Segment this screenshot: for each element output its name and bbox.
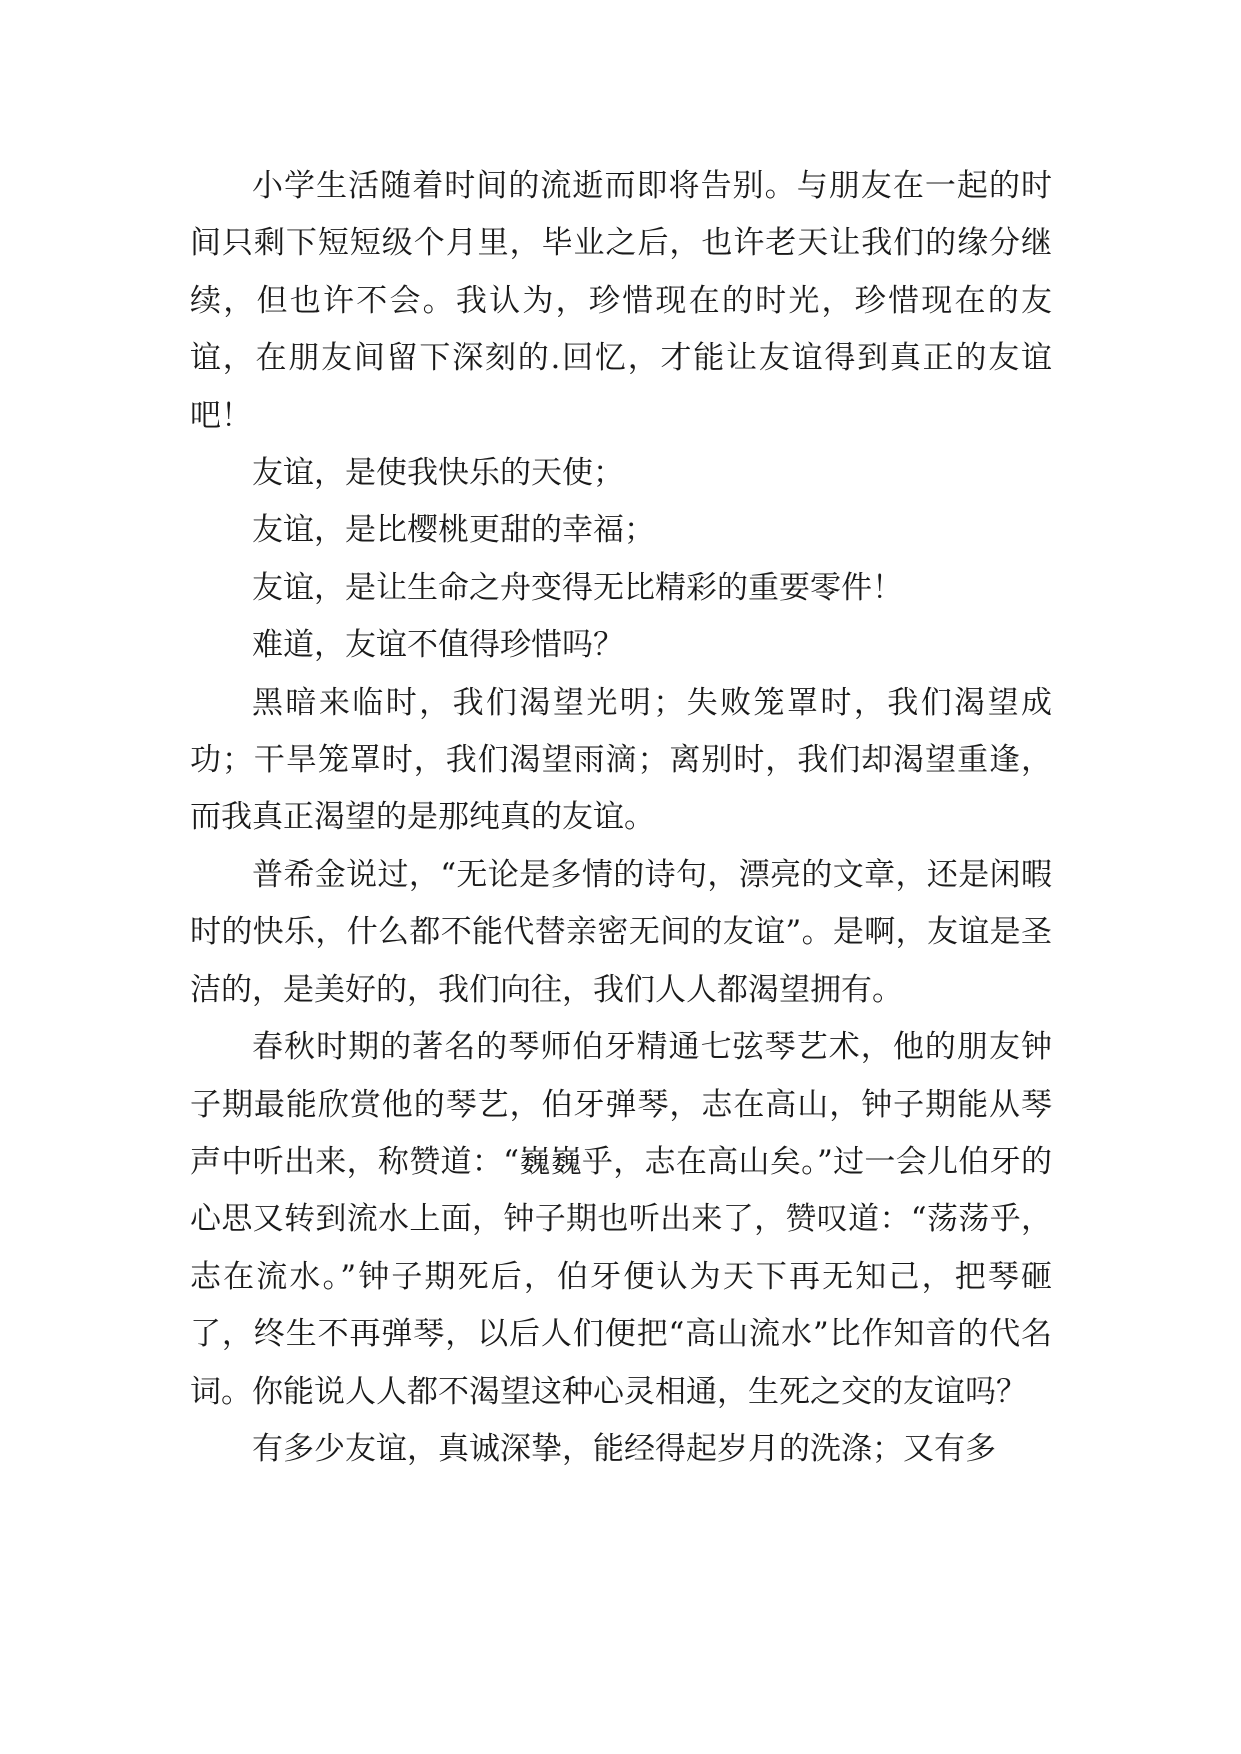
paragraph-angel: 友谊，是使我快乐的天使；: [252, 455, 624, 492]
paragraph-question: 难道，友谊不值得珍惜吗？: [252, 627, 624, 664]
paragraph-boya-ziqi: 春秋时期的著名的琴师伯牙精通七弦琴艺术，他的朋友钟子期最能欣赏他的琴艺，伯牙弹琴，志在高山，钟子期能从琴声中听出来，称赞道：“巍巍乎，志在高山矣。”过一会儿伯牙的心思又转到流水上面，钟子期也听出来了，赞叹道：“荡荡乎，志在流水。”钟子期死后，伯牙便认为天下再无知己，把琴砸了，终生不再弹琴，以后人们便把“高山流水”比作知音的代名词。你能说人人都不渴望这种心灵相通，生死之交的友谊吗？: [190, 1029, 1052, 1410]
paragraph-pushkin: 普希金说过，“无论是多情的诗句，漂亮的文章，还是闲暇时的快乐，什么都不能代替亲密无间的友谊”。是啊，友谊是圣洁的，是美好的，我们向往，我们人人都渴望拥有。: [190, 856, 1052, 1008]
paragraph-closing: 有多少友谊，真诚深挚，能经得起岁月的洗涤；又有多: [252, 1430, 996, 1467]
paragraph-intro: 小学生活随着时间的流逝而即将告别。与朋友在一起的时间只剩下短短级个月里，毕业之后，也许老天让我们的缘分继续，但也许不会。我认为，珍惜现在的时光，珍惜现在的友谊，在朋友间留下深刻的.回忆，才能让友谊得到真正的友谊吧！: [190, 168, 1052, 434]
paragraph-longing: 黑暗来临时，我们渴望光明；失败笼罩时，我们渴望成功；干旱笼罩时，我们渴望雨滴；离别时，我们却渴望重逢，而我真正渴望的是那纯真的友谊。: [190, 684, 1052, 836]
paragraph-boat: 友谊，是让生命之舟变得无比精彩的重要零件！: [252, 569, 903, 606]
document-body: [190, 158, 1052, 1478]
paragraph-cherry: 友谊，是比樱桃更甜的幸福；: [252, 512, 655, 549]
